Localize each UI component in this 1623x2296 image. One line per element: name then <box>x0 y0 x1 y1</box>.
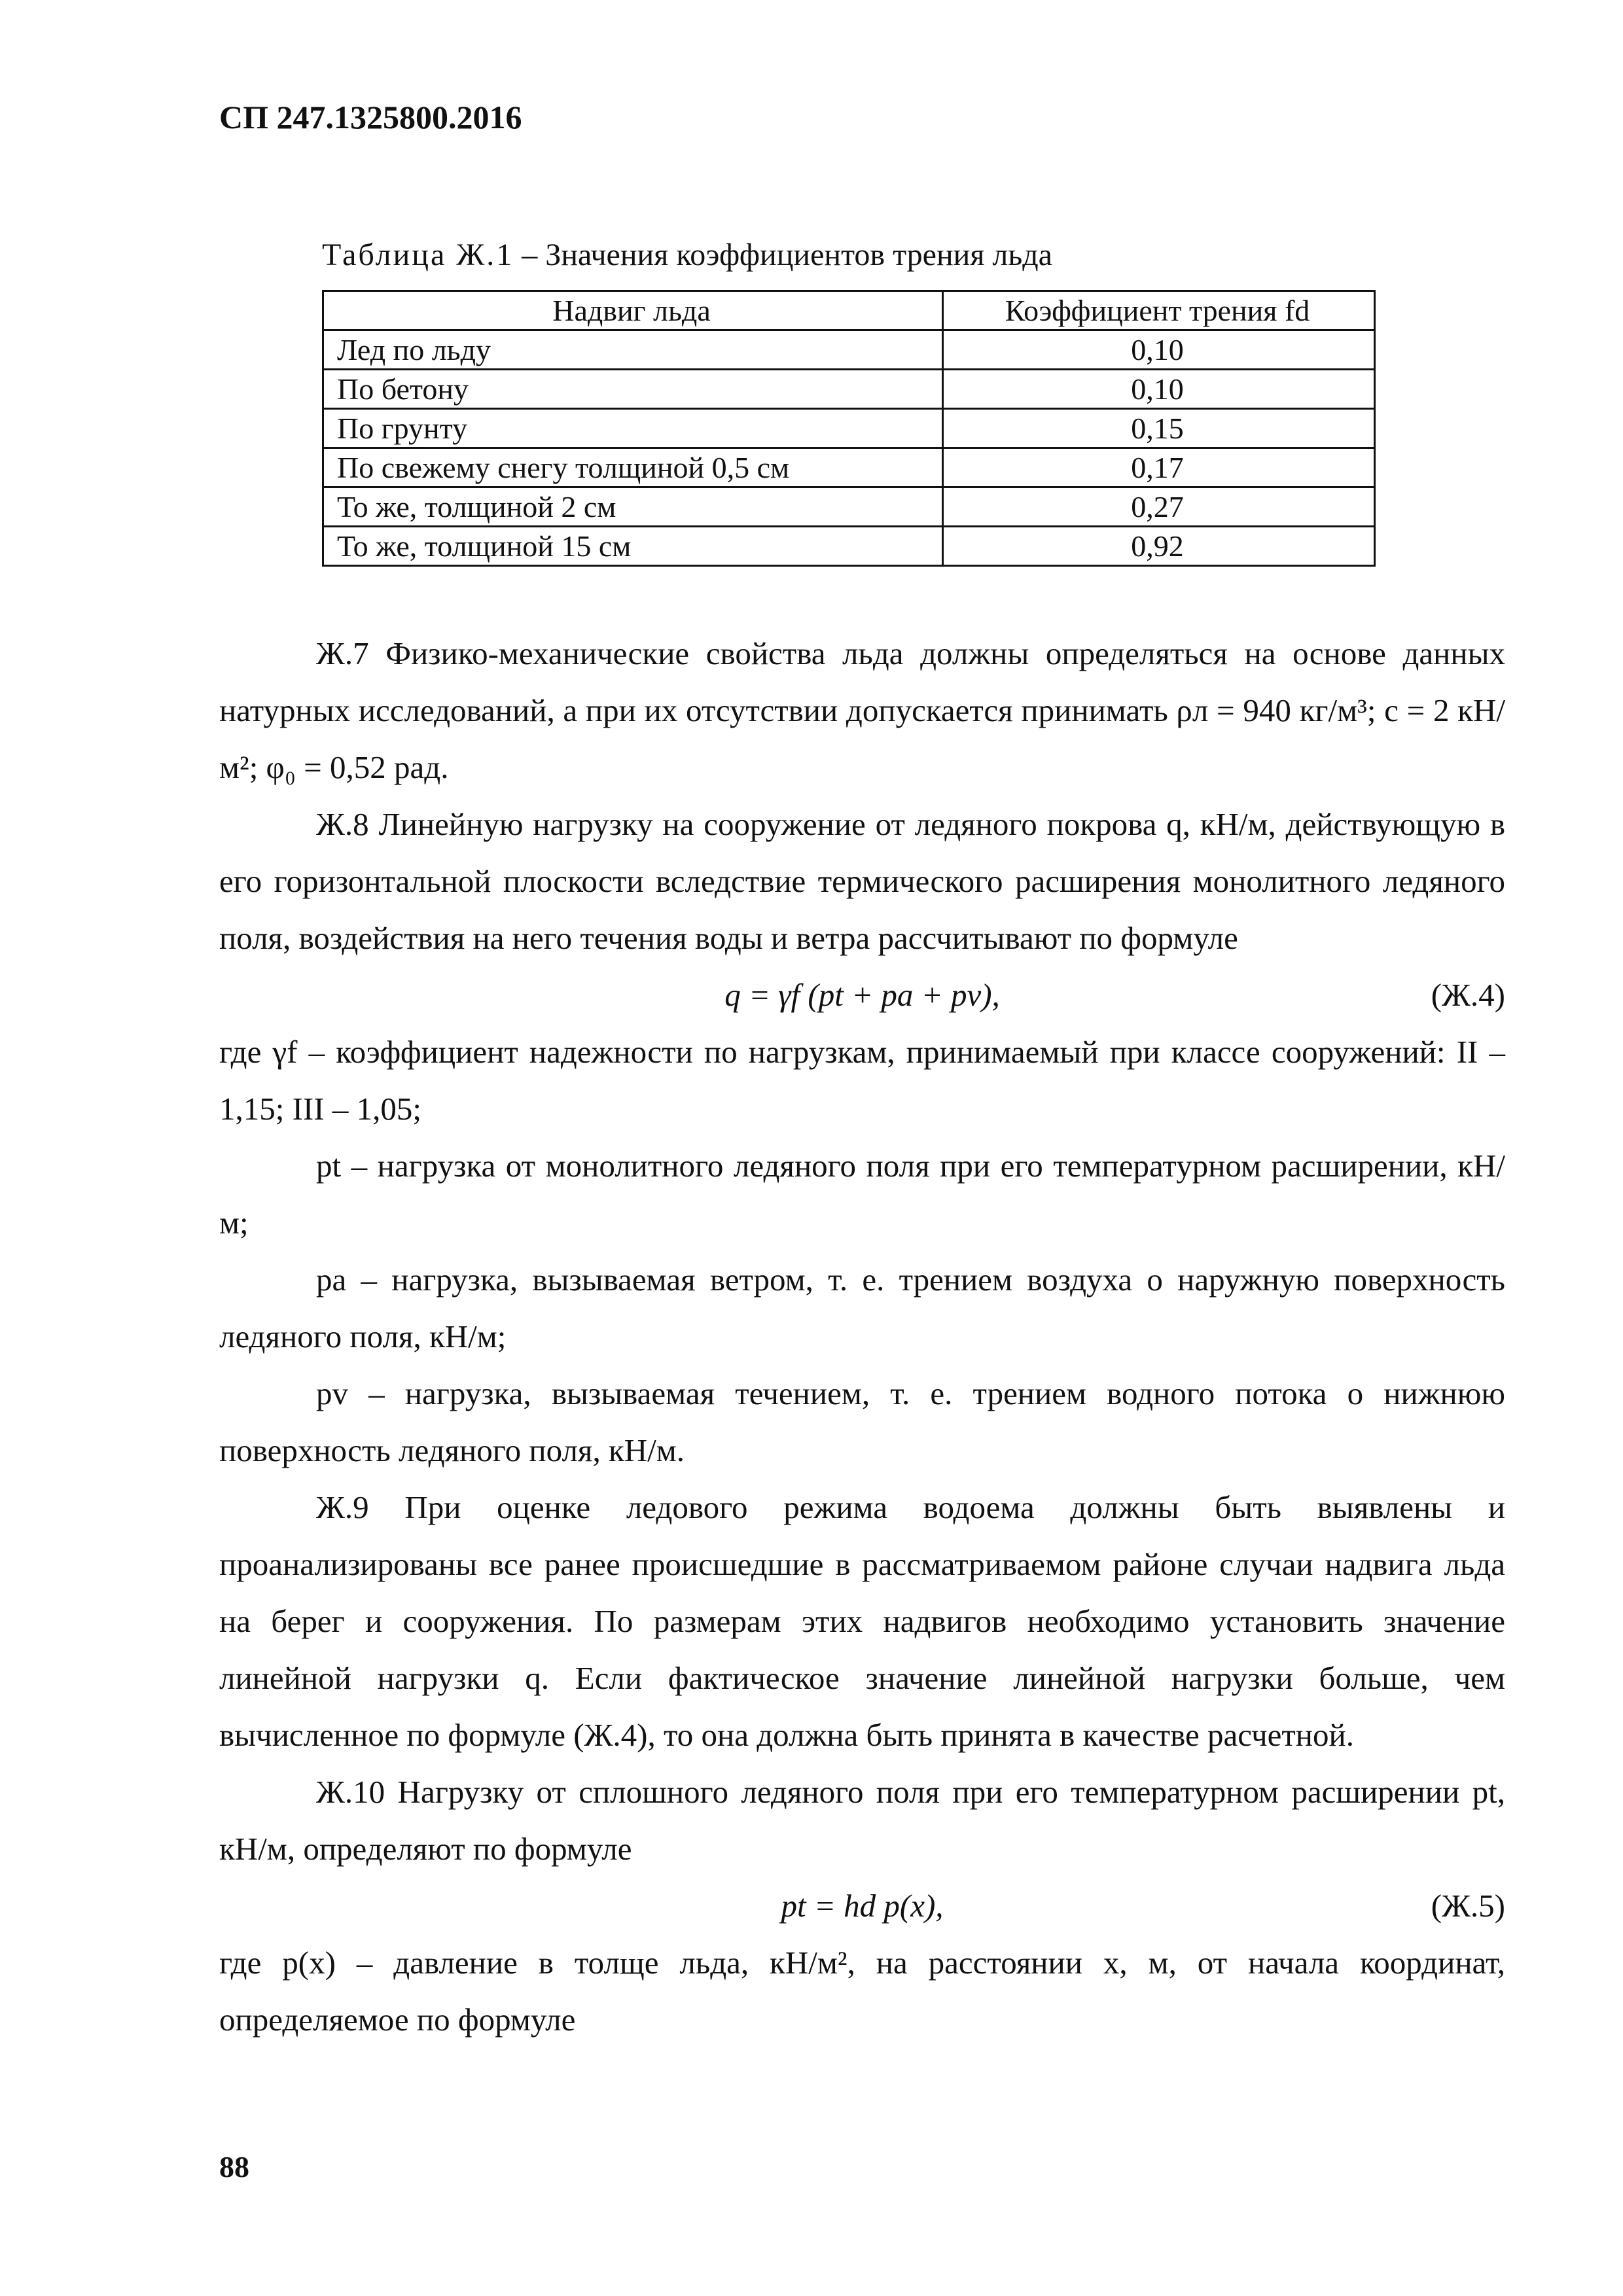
row-name: По свежему снегу толщиной 0,5 см <box>323 448 943 487</box>
formula-zh4 <box>219 966 1505 1023</box>
column-header-friction: Коэффициент трения fd <box>943 291 1375 330</box>
document-header: СП 247.1325800.2016 <box>219 99 522 135</box>
definition-px: где p(x) – давление в толще льда, кН/м², на расстоянии x, м, от начала координат, определяемое по формуле <box>219 1945 1505 2038</box>
table-caption <box>322 237 1052 273</box>
row-name: По бетону <box>323 370 943 409</box>
row-name: Лед по льду <box>323 330 943 370</box>
table-caption-label: Таблица Ж.1 <box>322 238 514 272</box>
table-row <box>323 527 1375 566</box>
row-name: То же, толщиной 15 см <box>323 527 943 566</box>
table-row <box>323 487 1375 527</box>
table-row <box>323 330 1375 370</box>
table-caption-text: – Значения коэффициентов трения льда <box>514 238 1052 272</box>
formula-number: (Ж.5) <box>1431 1888 1505 1924</box>
formula-expression: pt = hd p(x), <box>781 1888 944 1924</box>
document-body <box>219 625 1505 2048</box>
paragraph-zh9: Ж.9 При оценке ледового режима водоема должны быть выявлены и проанализированы все ранее происшедшие в рассматриваемом районе случаи надвига льда на берег и сооружения. По размерам этих надвигов необходимо установить значение линейной нагрузки q. Если фактическое значение линейной нагрузки больше, чем вычисленное по формуле (Ж.4), то она должна быть принята в качестве расчетной. <box>219 1489 1505 1753</box>
table-header-row <box>323 291 1375 330</box>
formula-number: (Ж.4) <box>1431 977 1505 1013</box>
row-name: По грунту <box>323 409 943 448</box>
table-row <box>323 448 1375 487</box>
friction-table <box>322 290 1376 567</box>
formula-expression: q = γf (pt + pa + pv), <box>724 977 1000 1013</box>
formula-zh5 <box>219 1877 1505 1934</box>
row-value: 0,27 <box>943 487 1375 527</box>
table-row <box>323 370 1375 409</box>
paragraph-zh7: Ж.7 Физико-механические свойства льда должны определяться на основе данных натурных исследований, а при их отсутствии допускается принимать ρл = 940 кг/м³; c = 2 кН/м²; φ₀ = 0,52 рад. <box>219 635 1505 785</box>
definition-pv: pv – нагрузка, вызываемая течением, т. е. трением водного потока о нижнюю поверхность ледяного поля, кН/м. <box>219 1375 1505 1468</box>
row-name: То же, толщиной 2 см <box>323 487 943 527</box>
definition-gamma: где γf – коэффициент надежности по нагрузкам, принимаемый при классе сооружений: II – 1,15; III – 1,05; <box>219 1034 1505 1127</box>
row-value: 0,10 <box>943 330 1375 370</box>
definition-pa: pa – нагрузка, вызываемая ветром, т. е. трением воздуха о наружную поверхность ледяного поля, кН/м; <box>219 1262 1505 1354</box>
page-number: 88 <box>219 2150 249 2183</box>
paragraph-zh8: Ж.8 Линейную нагрузку на сооружение от ледяного покрова q, кН/м, действующую в его горизонтальной плоскости вследствие термического расширения монолитного ледяного поля, воздействия на него течения воды и ветра рассчитывают по формуле <box>219 806 1505 956</box>
row-value: 0,10 <box>943 370 1375 409</box>
definition-pt: pt – нагрузка от монолитного ледяного поля при его температурном расширении, кН/м; <box>219 1148 1505 1241</box>
row-value: 0,92 <box>943 527 1375 566</box>
row-value: 0,15 <box>943 409 1375 448</box>
paragraph-zh10: Ж.10 Нагрузку от сплошного ледяного поля при его температурном расширении pt, кН/м, определяют по формуле <box>219 1774 1505 1867</box>
row-value: 0,17 <box>943 448 1375 487</box>
table-row <box>323 409 1375 448</box>
column-header-ice-push: Надвиг льда <box>323 291 943 330</box>
